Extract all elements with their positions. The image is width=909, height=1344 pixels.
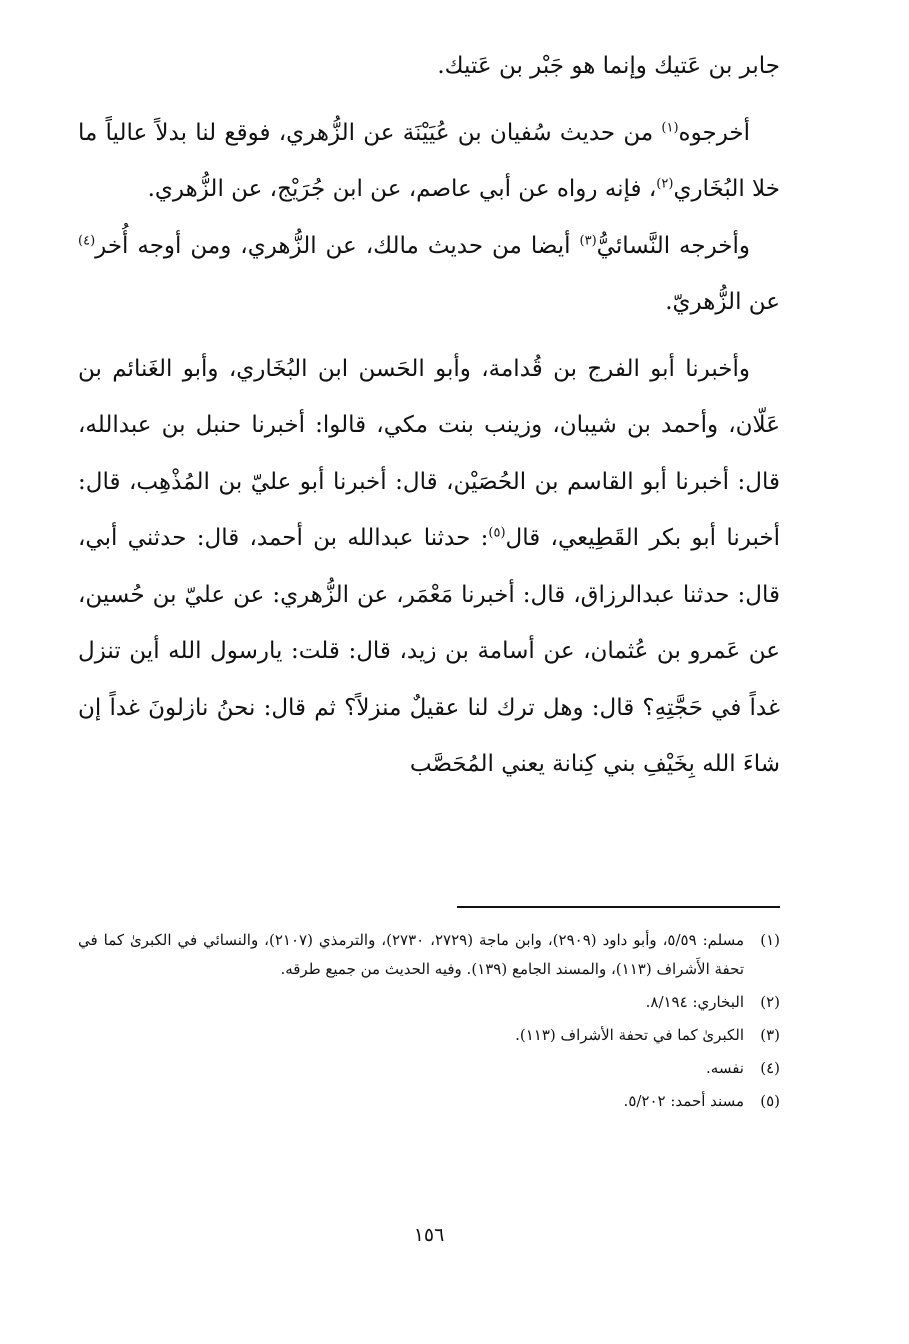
- paragraph: [78, 218, 780, 331]
- footnote: [78, 926, 780, 984]
- footnote-reference: (٥): [488, 525, 506, 541]
- paragraph-text: من حديث سُفيان بن عُيَيْنَة عن الزُّهري، فوقع لنا بدلاً عالياً ما خلا البُخَاري: [78, 119, 780, 202]
- paragraph: [78, 38, 780, 95]
- footnote-number: (٢): [760, 993, 780, 1011]
- paragraph-text: وأخبرنا أبو الفرج بن قُدامة، وأبو الحَسن ابن البُخَاري، وأبو الغَنائم بن عَلّان، وأحمد بن شيبان، وزينب بنت مكي، قالوا: أخبرنا حنبل بن عبدالله، قال: أخبرنا أبو القاسم بن الحُصَيْن، قال: أخبرنا أبو عليّ بن المُذْهِب، قال: أخبرنا أبو بكر القَطِيعي، قال: [78, 355, 781, 551]
- paragraph-text: ، فإنه رواه عن أبي عاصم، عن ابن جُرَيْج، عن الزُّهري.: [147, 176, 657, 202]
- footnotes: [78, 926, 780, 1120]
- paragraph-text: : حدثنا عبدالله بن أحمد، قال: حدثني أبي، قال: حدثنا عبدالرزاق، قال: أخبرنا مَعْمَر، عن الزُّهري: عن عليّ بن حُسين، عن عَمرو بن عُثمان، عن أسامة بن زيد، قال: قلت: يارسول الله أين تنزل غداً في حَجَّتِهِ؟ قال: وهل ترك لنا عقيلٌ منزلاً؟ ثم قال: نحنُ نازلونَ غداً إن شاءَ الله بِخَيْفِ بني كِنانة يعني المُحَصَّب: [78, 525, 780, 777]
- paragraph: [78, 341, 780, 793]
- main-text: [78, 38, 780, 793]
- book-page: [78, 38, 780, 1328]
- paragraph-text: أيضا من حديث مالك، عن الزُّهري، ومن أوجه أُخر: [95, 232, 580, 259]
- paragraph: [78, 105, 780, 218]
- footnote-number: (٥): [760, 1092, 780, 1110]
- footnote-reference: (٣): [579, 232, 597, 248]
- paragraph-text: وأخرجه النَّسائيُّ: [596, 232, 750, 259]
- footnote: [78, 1087, 780, 1116]
- footnote-text: مسند أحمد: ٥/٢٠٢.: [623, 1092, 744, 1110]
- footnote-number: (٣): [760, 1026, 780, 1044]
- page-number: ١٥٦: [413, 1224, 445, 1246]
- footnote: [78, 988, 780, 1017]
- footnote: [78, 1054, 780, 1083]
- footnote-number: (٤): [760, 1059, 780, 1077]
- paragraph-text: عن الزُّهريّ.: [665, 289, 780, 315]
- paragraph-text: أخرجوه: [678, 119, 750, 146]
- footnote: [78, 1021, 780, 1050]
- footnote-reference: (٤): [78, 232, 96, 248]
- footnote-text: مسلم: ٥/٥٩، وأبو داود (٢٩٠٩)، وابن ماجة (٢٧٢٩، ٢٧٣٠)، والترمذي (٢١٠٧)، والنسائي في الكبرىٰ كما في تحفة الأَشراف (١١٣)، والمسند الجامع (١٣٩). وفيه الحديث من جميع طرقه.: [78, 931, 745, 978]
- footnote-text: نفسه.: [706, 1059, 744, 1077]
- footnote-number: (١): [760, 931, 780, 949]
- footnote-text: الكبرىٰ كما في تحفة الأشراف (١١٣).: [515, 1026, 744, 1044]
- paragraph-text: جابر بن عَتيك وإنما هو جَبْر بن عَتيك.: [437, 53, 780, 79]
- footnote-text: البخاري: ٨/١٩٤.: [645, 993, 744, 1011]
- footnote-reference: (١): [661, 119, 679, 135]
- footnote-reference: (٢): [656, 176, 674, 192]
- footnote-separator: [457, 906, 780, 908]
